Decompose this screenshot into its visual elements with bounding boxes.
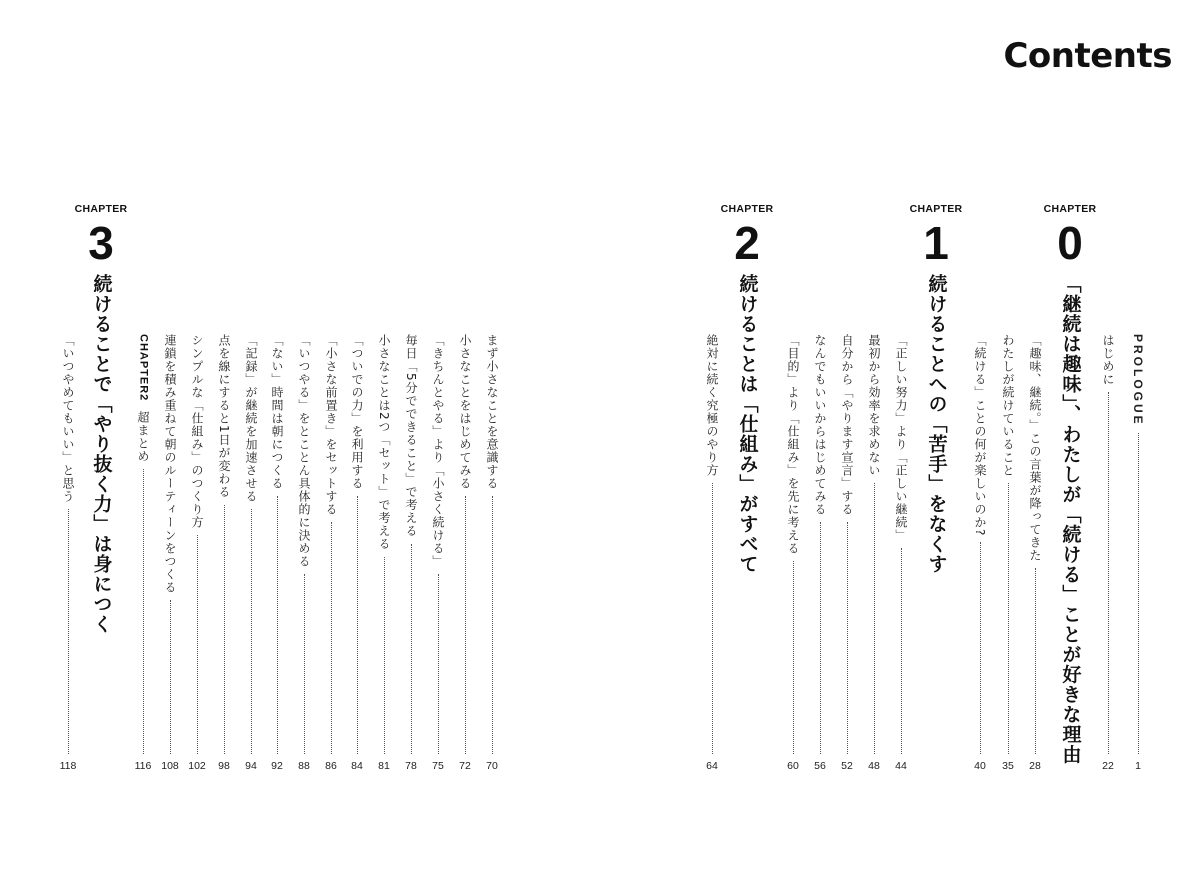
toc-entry-summary[interactable]	[136, 334, 150, 754]
toc-entry[interactable]	[61, 334, 75, 754]
leader-dots	[492, 496, 493, 754]
toc-entry[interactable]	[1001, 334, 1015, 754]
chapter-1-number: 1	[923, 217, 949, 269]
page-number: 116	[134, 760, 152, 772]
page-number: 40	[974, 760, 986, 772]
chapter-0-label: CHAPTER	[1043, 203, 1097, 215]
entry-title: 自分から「やります宣言」する	[840, 334, 854, 516]
entry-title: シンプルな「仕組み」のつくり方	[190, 334, 204, 529]
page-number: 70	[486, 760, 498, 772]
entry-title: なんでもいいからはじめてみる	[813, 334, 827, 516]
toc-entry[interactable]	[705, 334, 719, 754]
entry-title: 連鎖を積み重ねて朝のルーティーンをつくる	[163, 334, 177, 594]
entry-title: 「目的」より「仕組み」を先に考える	[786, 334, 800, 555]
toc-entry[interactable]	[786, 334, 800, 754]
entry-title: 「続ける」ことの何が楽しいのか?	[973, 334, 987, 537]
entry-title: わたしが続けていること	[1001, 334, 1015, 477]
entry-title: 「きちんとやる」より「小さく続ける」	[431, 334, 445, 568]
page-number: 72	[459, 760, 471, 772]
toc-entry[interactable]	[1101, 334, 1115, 754]
page-number: 48	[868, 760, 880, 772]
entry-title: 「記録」が継続を加速させる	[244, 334, 258, 503]
leader-dots	[793, 561, 794, 754]
toc-entry[interactable]	[163, 334, 177, 754]
toc-entry[interactable]	[973, 334, 987, 754]
chapter-3-number: 3	[88, 217, 114, 269]
entry-title: 小さなことは2つ「セット」で考える	[377, 334, 391, 551]
leader-dots	[357, 496, 358, 754]
entry-title: 「ついでの力」を利用する	[350, 334, 364, 490]
page-number: 94	[245, 760, 257, 772]
leader-dots	[170, 600, 171, 754]
chapter-2-heading: 続けることは「仕組み」がすべて	[736, 274, 759, 574]
chapter-1-label: CHAPTER	[909, 203, 963, 215]
leader-dots	[438, 574, 439, 754]
page-number: 102	[188, 760, 206, 772]
entry-title: 「いつやる」をとことん具体的に決める	[297, 334, 311, 568]
leader-dots	[304, 574, 305, 754]
chapter-0-number: 0	[1057, 217, 1083, 269]
page-number: 56	[814, 760, 826, 772]
leader-dots	[411, 544, 412, 754]
page-number: 60	[787, 760, 799, 772]
entry-title: 「いつやめてもいい」と思う	[61, 334, 75, 503]
page-number: 78	[405, 760, 417, 772]
toc-entry[interactable]	[840, 334, 854, 754]
page-number: 44	[895, 760, 907, 772]
toc-entry[interactable]	[244, 334, 258, 754]
page-number: 28	[1029, 760, 1041, 772]
page-number: 81	[378, 760, 390, 772]
page-number: 88	[298, 760, 310, 772]
page-number: 118	[59, 760, 77, 772]
toc-entry[interactable]	[297, 334, 311, 754]
entry-title: PROLOGUE	[1131, 334, 1145, 427]
leader-dots	[224, 505, 225, 754]
toc-entry[interactable]	[190, 334, 204, 754]
page-number: 52	[841, 760, 853, 772]
leader-dots	[68, 509, 69, 754]
toc-entry[interactable]	[377, 334, 391, 754]
leader-dots	[251, 509, 252, 754]
page-number: 108	[161, 760, 179, 772]
entry-title: 超まとめ	[136, 411, 150, 464]
leader-dots	[465, 496, 466, 754]
toc-entry[interactable]	[813, 334, 827, 754]
toc-entry[interactable]	[485, 334, 499, 754]
entry-title: 毎日「5分でできること」で考える	[404, 334, 418, 538]
toc-entry[interactable]	[1131, 334, 1145, 754]
toc-entry[interactable]	[324, 334, 338, 754]
leader-dots	[197, 535, 198, 754]
page-number: 22	[1102, 760, 1114, 772]
entry-title: 絶対に続く究極のやり方	[705, 334, 719, 477]
summary-chapter-label: CHAPTER2	[137, 334, 150, 402]
chapter-2-number: 2	[734, 217, 760, 269]
entry-title: 最初から効率を求めない	[867, 334, 881, 477]
leader-dots	[331, 522, 332, 754]
leader-dots	[874, 483, 875, 754]
toc-entry[interactable]	[458, 334, 472, 754]
leader-dots	[1108, 392, 1109, 754]
page-title: Contents	[1003, 36, 1172, 76]
toc-entry[interactable]	[270, 334, 284, 754]
chapter-3-label: CHAPTER	[74, 203, 128, 215]
toc-entry[interactable]	[867, 334, 881, 754]
toc-entry[interactable]	[431, 334, 445, 754]
entry-title: はじめに	[1101, 334, 1115, 386]
entry-title: 点を線にすると1日が変わる	[217, 334, 231, 499]
chapter-0-heading: 「継続は趣味」、わたしが「続ける」ことが好きな理由	[1059, 274, 1082, 765]
entry-title: 小さなことをはじめてみる	[458, 334, 472, 490]
chapter-2-label: CHAPTER	[720, 203, 774, 215]
toc-entry[interactable]	[350, 334, 364, 754]
entry-title: 「ない」時間は朝につくる	[270, 334, 284, 490]
leader-dots	[980, 542, 981, 754]
toc-entry[interactable]	[1028, 334, 1042, 754]
page-number: 64	[706, 760, 718, 772]
page-number: 35	[1002, 760, 1014, 772]
chapter-1-heading: 続けることへの「苦手」をなくす	[925, 274, 948, 574]
entry-title: 「正しい努力」より「正しい継続」	[894, 334, 908, 542]
leader-dots	[143, 469, 144, 754]
page-number: 98	[218, 760, 230, 772]
leader-dots	[901, 548, 902, 754]
page-number: 92	[271, 760, 283, 772]
entry-title: まず小さなことを意識する	[485, 334, 499, 490]
leader-dots	[712, 483, 713, 754]
entry-title: 「小さな前置き」をセットする	[324, 334, 338, 516]
leader-dots	[847, 522, 848, 754]
toc-entry[interactable]	[894, 334, 908, 754]
leader-dots	[384, 557, 385, 754]
page-number: 75	[432, 760, 444, 772]
leader-dots	[1138, 433, 1139, 754]
toc-entry[interactable]	[217, 334, 231, 754]
leader-dots	[1008, 483, 1009, 754]
leader-dots	[277, 496, 278, 754]
chapter-3-heading: 続けることで「やり抜く力」は身につく	[90, 274, 113, 634]
leader-dots	[820, 522, 821, 754]
leader-dots	[1035, 568, 1036, 754]
page-number: 86	[325, 760, 337, 772]
toc-entry[interactable]	[404, 334, 418, 754]
entry-title: 「趣味、継続。」この言葉が降ってきた	[1028, 334, 1042, 562]
page-number: 1	[1135, 760, 1141, 772]
page-number: 84	[351, 760, 363, 772]
